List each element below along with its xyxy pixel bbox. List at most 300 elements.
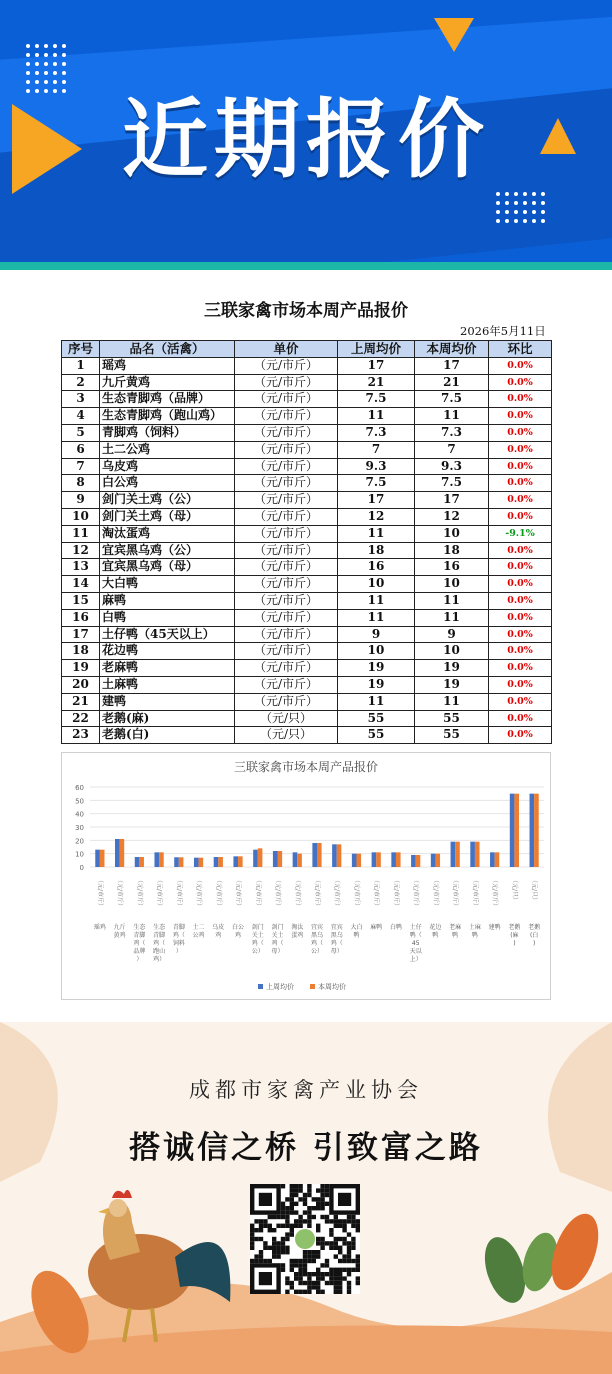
x-unit-label: （元/市斤） (274, 877, 282, 910)
dot-decoration (62, 62, 66, 66)
triangle-top-decoration (434, 18, 474, 52)
row-name: 宜宾黑乌鸡（母） (100, 559, 235, 576)
qr-finder-pattern (259, 1193, 272, 1206)
legend-swatch (310, 984, 315, 989)
row-unit: （元/市斤） (235, 660, 338, 677)
x-unit-label: （元/市斤） (471, 877, 479, 910)
row-change: 0.0% (489, 592, 552, 609)
row-this-week: 19 (415, 660, 489, 677)
bar-this-week (396, 852, 401, 867)
x-category-label: 剑门关土鸡（母） (271, 924, 284, 955)
row-name: 宜宾黑乌鸡（公） (100, 542, 235, 559)
bar-last-week (233, 856, 238, 867)
x-category-label: 九斤黄鸡 (113, 924, 126, 939)
row-unit: （元/只） (235, 727, 338, 744)
table-row (62, 693, 552, 710)
dot-decoration (523, 210, 527, 214)
table-row (62, 525, 552, 542)
dot-decoration (532, 219, 536, 223)
row-name: 白鸭 (100, 609, 235, 626)
dot-decoration (35, 53, 39, 57)
row-last-week: 21 (338, 374, 415, 391)
table-row (62, 357, 552, 374)
header-unit: 单价 (235, 341, 338, 358)
bar-this-week (534, 794, 539, 867)
dot-decoration (62, 53, 66, 57)
header-this-week: 本周均价 (415, 341, 489, 358)
row-unit: （元/市斤） (235, 542, 338, 559)
row-change: 0.0% (489, 609, 552, 626)
dot-decoration (541, 210, 545, 214)
bar-this-week (356, 854, 361, 867)
row-name: 生态青脚鸡（品牌） (100, 391, 235, 408)
bar-last-week (332, 844, 337, 867)
row-unit: （元/市斤） (235, 592, 338, 609)
x-unit-label: （元/市斤） (352, 877, 360, 910)
dot-decoration (35, 62, 39, 66)
row-this-week: 12 (415, 508, 489, 525)
row-this-week: 7.5 (415, 475, 489, 492)
table-row (62, 676, 552, 693)
footer-organization: 成都市家禽产业协会 (189, 1078, 423, 1102)
row-this-week: 55 (415, 727, 489, 744)
footer (0, 1022, 612, 1374)
dot-decoration (514, 219, 518, 223)
row-last-week: 11 (338, 525, 415, 542)
qr-code (250, 1184, 360, 1294)
table-row (62, 441, 552, 458)
x-unit-label: （元/市斤） (214, 877, 222, 910)
x-category-label: 生态青脚鸡（品牌） (133, 924, 146, 963)
row-change: 0.0% (489, 492, 552, 509)
dot-decoration (496, 210, 500, 214)
table-row (62, 374, 552, 391)
row-last-week: 11 (338, 592, 415, 609)
row-change: 0.0% (489, 458, 552, 475)
x-category-label: 大白鸭 (350, 924, 363, 939)
x-unit-label: （元/市斤） (155, 877, 163, 910)
row-unit: （元/市斤） (235, 408, 338, 425)
bar-last-week (352, 854, 357, 867)
x-unit-label: （元/市斤） (234, 877, 242, 910)
row-last-week: 17 (338, 492, 415, 509)
bar-last-week (490, 852, 495, 867)
row-name: 老麻鸭 (100, 660, 235, 677)
header-name: 品名（活禽） (100, 341, 235, 358)
row-this-week: 7.5 (415, 391, 489, 408)
x-category-label: 乌皮鸡 (212, 924, 225, 939)
row-change: 0.0% (489, 424, 552, 441)
x-category-label: 老鹅(白) (528, 924, 541, 947)
report-date: 2026年5月11日 (460, 324, 546, 338)
table-row (62, 559, 552, 576)
bar-this-week (475, 842, 480, 867)
dot-decoration (26, 53, 30, 57)
row-change: 0.0% (489, 408, 552, 425)
qr-logo-icon (295, 1229, 315, 1249)
row-change: 0.0% (489, 660, 552, 677)
row-change: 0.0% (489, 693, 552, 710)
row-this-week: 7.3 (415, 424, 489, 441)
row-number: 8 (62, 475, 100, 492)
row-unit: （元/市斤） (235, 559, 338, 576)
x-category-label: 瑶鸡 (93, 924, 106, 931)
bar-last-week (214, 857, 219, 867)
dot-decoration (53, 53, 57, 57)
row-name: 花边鸭 (100, 643, 235, 660)
row-change: 0.0% (489, 357, 552, 374)
row-last-week: 7.5 (338, 391, 415, 408)
row-this-week: 16 (415, 559, 489, 576)
y-tick-label: 60 (75, 784, 84, 792)
price-chart-svg (62, 753, 550, 999)
dot-decoration (523, 201, 527, 205)
row-change: 0.0% (489, 727, 552, 744)
dot-decoration (44, 53, 48, 57)
row-unit: （元/市斤） (235, 475, 338, 492)
x-unit-label: （元/市斤） (96, 877, 104, 910)
row-name: 白公鸡 (100, 475, 235, 492)
row-number: 2 (62, 374, 100, 391)
table-row (62, 626, 552, 643)
row-unit: （元/市斤） (235, 424, 338, 441)
dot-grid-decoration-right (496, 192, 545, 223)
bar-this-week (100, 850, 105, 867)
table-row (62, 424, 552, 441)
bar-last-week (372, 852, 377, 867)
row-last-week: 7 (338, 441, 415, 458)
row-last-week: 17 (338, 357, 415, 374)
bar-this-week (297, 854, 302, 867)
row-change: 0.0% (489, 374, 552, 391)
table-header-row (62, 341, 552, 358)
bar-last-week (470, 842, 475, 867)
dot-decoration (53, 62, 57, 66)
bar-this-week (435, 854, 440, 867)
y-tick-label: 10 (75, 850, 84, 859)
row-number: 4 (62, 408, 100, 425)
bar-this-week (120, 839, 125, 867)
x-category-label: 土仔鸭（ 45 天以上） (409, 924, 422, 963)
x-category-label: 宜宾黑乌鸡（母） (330, 924, 343, 955)
row-name: 淘汰蛋鸡 (100, 525, 235, 542)
row-number: 16 (62, 609, 100, 626)
legend-swatch (258, 984, 263, 989)
footer-slogan: 搭诚信之桥 引致富之路 (129, 1130, 483, 1166)
dot-decoration (35, 44, 39, 48)
dot-decoration (505, 219, 509, 223)
row-unit: （元/市斤） (235, 525, 338, 542)
bar-this-week (199, 858, 204, 867)
row-last-week: 19 (338, 660, 415, 677)
bar-last-week (510, 794, 515, 867)
qr-finder-pattern (338, 1193, 351, 1206)
row-name: 大白鸭 (100, 576, 235, 593)
row-this-week: 10 (415, 643, 489, 660)
row-last-week: 18 (338, 542, 415, 559)
row-name: 剑门关土鸡（母） (100, 508, 235, 525)
row-name: 土仔鸭（45天以上） (100, 626, 235, 643)
dot-decoration (532, 210, 536, 214)
table-row (62, 592, 552, 609)
row-name: 乌皮鸡 (100, 458, 235, 475)
x-category-label: 青脚鸡（饲料） (172, 924, 185, 955)
row-number: 23 (62, 727, 100, 744)
row-number: 11 (62, 525, 100, 542)
row-number: 17 (62, 626, 100, 643)
y-tick-label: 30 (75, 824, 84, 832)
x-category-label: 白公鸡 (232, 924, 245, 939)
bar-this-week (278, 851, 283, 867)
row-name: 土二公鸡 (100, 441, 235, 458)
row-number: 14 (62, 576, 100, 593)
row-this-week: 11 (415, 408, 489, 425)
row-number: 1 (62, 357, 100, 374)
row-unit: （元/市斤） (235, 693, 338, 710)
bar-last-week (135, 857, 140, 867)
row-this-week: 11 (415, 592, 489, 609)
row-last-week: 9 (338, 626, 415, 643)
bar-this-week (514, 794, 519, 867)
x-category-label: 剑门关土鸡（公） (251, 924, 264, 955)
report-title: 三联家禽市场本周产品报价 (204, 301, 408, 321)
row-name: 剑门关土鸡（公） (100, 492, 235, 509)
row-unit: （元/市斤） (235, 492, 338, 509)
bar-this-week (416, 855, 421, 867)
row-name: 九斤黄鸡 (100, 374, 235, 391)
row-last-week: 7.3 (338, 424, 415, 441)
x-unit-label: （元/市斤） (293, 877, 301, 910)
row-last-week: 10 (338, 576, 415, 593)
table-row (62, 727, 552, 744)
table-row (62, 643, 552, 660)
x-unit-label: （元/市斤） (431, 877, 439, 910)
row-last-week: 9.3 (338, 458, 415, 475)
dot-decoration (26, 62, 30, 66)
x-unit-label: （元/市斤） (135, 877, 143, 910)
row-number: 6 (62, 441, 100, 458)
table-row (62, 391, 552, 408)
bar-this-week (238, 856, 243, 867)
banner-bottom-strip (0, 262, 612, 270)
row-unit: （元/市斤） (235, 357, 338, 374)
x-category-label: 花边鸭 (429, 924, 442, 939)
x-unit-label: （元/市斤） (491, 877, 499, 910)
row-number: 9 (62, 492, 100, 509)
row-number: 3 (62, 391, 100, 408)
x-category-label: 生态青脚鸡（跑山鸡） (153, 924, 166, 963)
bar-last-week (154, 852, 159, 867)
row-unit: （元/市斤） (235, 676, 338, 693)
bar-this-week (337, 844, 342, 867)
x-unit-label: （元/只） (510, 877, 518, 904)
row-unit: （元/市斤） (235, 576, 338, 593)
x-unit-label: （元/市斤） (392, 877, 400, 910)
bar-last-week (312, 843, 317, 867)
table-row (62, 609, 552, 626)
row-change: 0.0% (489, 508, 552, 525)
row-name: 建鸭 (100, 693, 235, 710)
qr-finder-pattern (259, 1272, 272, 1285)
row-this-week: 21 (415, 374, 489, 391)
row-unit: （元/市斤） (235, 508, 338, 525)
row-name: 老鹅(麻) (100, 710, 235, 727)
y-tick-label: 40 (75, 810, 84, 819)
row-number: 22 (62, 710, 100, 727)
row-number: 10 (62, 508, 100, 525)
x-unit-label: （元/市斤） (313, 877, 321, 910)
bar-this-week (218, 857, 223, 867)
row-last-week: 11 (338, 609, 415, 626)
bar-this-week (376, 852, 381, 867)
header-last-week: 上周均价 (338, 341, 415, 358)
dot-decoration (44, 62, 48, 66)
x-category-label: 麻鸭 (370, 924, 383, 931)
dot-decoration (505, 210, 509, 214)
bar-this-week (139, 857, 144, 867)
legend-label: 上周均价 (266, 983, 294, 991)
row-this-week: 18 (415, 542, 489, 559)
row-last-week: 16 (338, 559, 415, 576)
bar-this-week (455, 842, 460, 867)
dot-decoration (541, 219, 545, 223)
bar-last-week (115, 839, 120, 867)
row-last-week: 19 (338, 676, 415, 693)
row-last-week: 7.5 (338, 475, 415, 492)
legend-label: 本周均价 (318, 983, 346, 991)
x-category-label: 白鸭 (389, 924, 402, 931)
row-number: 13 (62, 559, 100, 576)
row-number: 18 (62, 643, 100, 660)
row-this-week: 11 (415, 609, 489, 626)
row-unit: （元/市斤） (235, 374, 338, 391)
row-number: 5 (62, 424, 100, 441)
dot-decoration (514, 210, 518, 214)
bar-last-week (451, 842, 456, 867)
row-this-week: 19 (415, 676, 489, 693)
row-number: 15 (62, 592, 100, 609)
x-category-label: 宜宾黑乌鸡（公） (310, 924, 324, 955)
row-this-week: 17 (415, 492, 489, 509)
row-number: 7 (62, 458, 100, 475)
row-name: 生态青脚鸡（跑山鸡） (100, 408, 235, 425)
table-row (62, 542, 552, 559)
x-category-label: 老麻鸭 (449, 924, 462, 939)
bar-last-week (391, 852, 396, 867)
bar-last-week (273, 851, 278, 867)
row-name: 青脚鸡（饲料） (100, 424, 235, 441)
banner (0, 0, 612, 270)
row-change: 0.0% (489, 643, 552, 660)
bar-this-week (159, 852, 164, 867)
row-change: -9.1% (489, 525, 552, 542)
row-last-week: 11 (338, 693, 415, 710)
dot-decoration (53, 44, 57, 48)
row-unit: （元/市斤） (235, 391, 338, 408)
x-category-label: 建鸭 (488, 924, 501, 931)
bar-this-week (317, 843, 322, 867)
y-tick-label: 20 (75, 837, 84, 846)
row-change: 0.0% (489, 710, 552, 727)
row-change: 0.0% (489, 475, 552, 492)
price-table (61, 340, 552, 744)
row-this-week: 7 (415, 441, 489, 458)
row-change: 0.0% (489, 576, 552, 593)
bar-last-week (431, 854, 436, 867)
row-unit: （元/市斤） (235, 609, 338, 626)
bar-last-week (530, 794, 535, 867)
x-category-label: 淘汰蛋鸡 (291, 924, 304, 939)
row-number: 20 (62, 676, 100, 693)
x-unit-label: （元/市斤） (175, 877, 183, 910)
row-name: 老鹅(白) (100, 727, 235, 744)
table-row (62, 576, 552, 593)
dot-decoration (496, 219, 500, 223)
row-name: 麻鸭 (100, 592, 235, 609)
row-unit: （元/只） (235, 710, 338, 727)
x-unit-label: （元/市斤） (116, 877, 124, 910)
row-this-week: 55 (415, 710, 489, 727)
row-number: 12 (62, 542, 100, 559)
table-row (62, 408, 552, 425)
table-row (62, 710, 552, 727)
x-unit-label: （元/市斤） (195, 877, 203, 910)
row-this-week: 11 (415, 693, 489, 710)
dot-decoration (541, 201, 545, 205)
x-category-label: 土麻鸭 (468, 924, 481, 939)
dot-decoration (505, 201, 509, 205)
bar-last-week (411, 855, 416, 867)
chart-title: 三联家禽市场本周产品报价 (233, 760, 379, 774)
row-this-week: 9.3 (415, 458, 489, 475)
row-unit: （元/市斤） (235, 643, 338, 660)
x-category-label: 老鹅(麻) (508, 924, 521, 947)
table-row (62, 508, 552, 525)
row-last-week: 10 (338, 643, 415, 660)
bar-last-week (293, 852, 298, 867)
x-unit-label: （元/市斤） (333, 877, 341, 910)
row-number: 19 (62, 660, 100, 677)
row-change: 0.0% (489, 441, 552, 458)
row-change: 0.0% (489, 391, 552, 408)
row-unit: （元/市斤） (235, 626, 338, 643)
dot-decoration (523, 219, 527, 223)
row-this-week: 10 (415, 525, 489, 542)
x-unit-label: （元/市斤） (451, 877, 459, 910)
row-last-week: 11 (338, 408, 415, 425)
y-tick-label: 50 (75, 797, 84, 806)
y-tick-label: 0 (79, 864, 84, 872)
row-unit: （元/市斤） (235, 458, 338, 475)
x-unit-label: （元/市斤） (254, 877, 262, 910)
row-last-week: 55 (338, 710, 415, 727)
bar-last-week (174, 857, 179, 867)
x-unit-label: （元/市斤） (372, 877, 380, 910)
row-change: 0.0% (489, 676, 552, 693)
bar-last-week (253, 850, 258, 867)
row-name: 瑶鸡 (100, 357, 235, 374)
row-this-week: 17 (415, 357, 489, 374)
row-last-week: 55 (338, 727, 415, 744)
table-row (62, 660, 552, 677)
dot-decoration (532, 201, 536, 205)
dot-decoration (62, 44, 66, 48)
price-chart (61, 752, 551, 1000)
dot-decoration (26, 44, 30, 48)
row-this-week: 10 (415, 576, 489, 593)
banner-title: 近期报价 (122, 90, 490, 190)
bar-this-week (258, 848, 263, 867)
